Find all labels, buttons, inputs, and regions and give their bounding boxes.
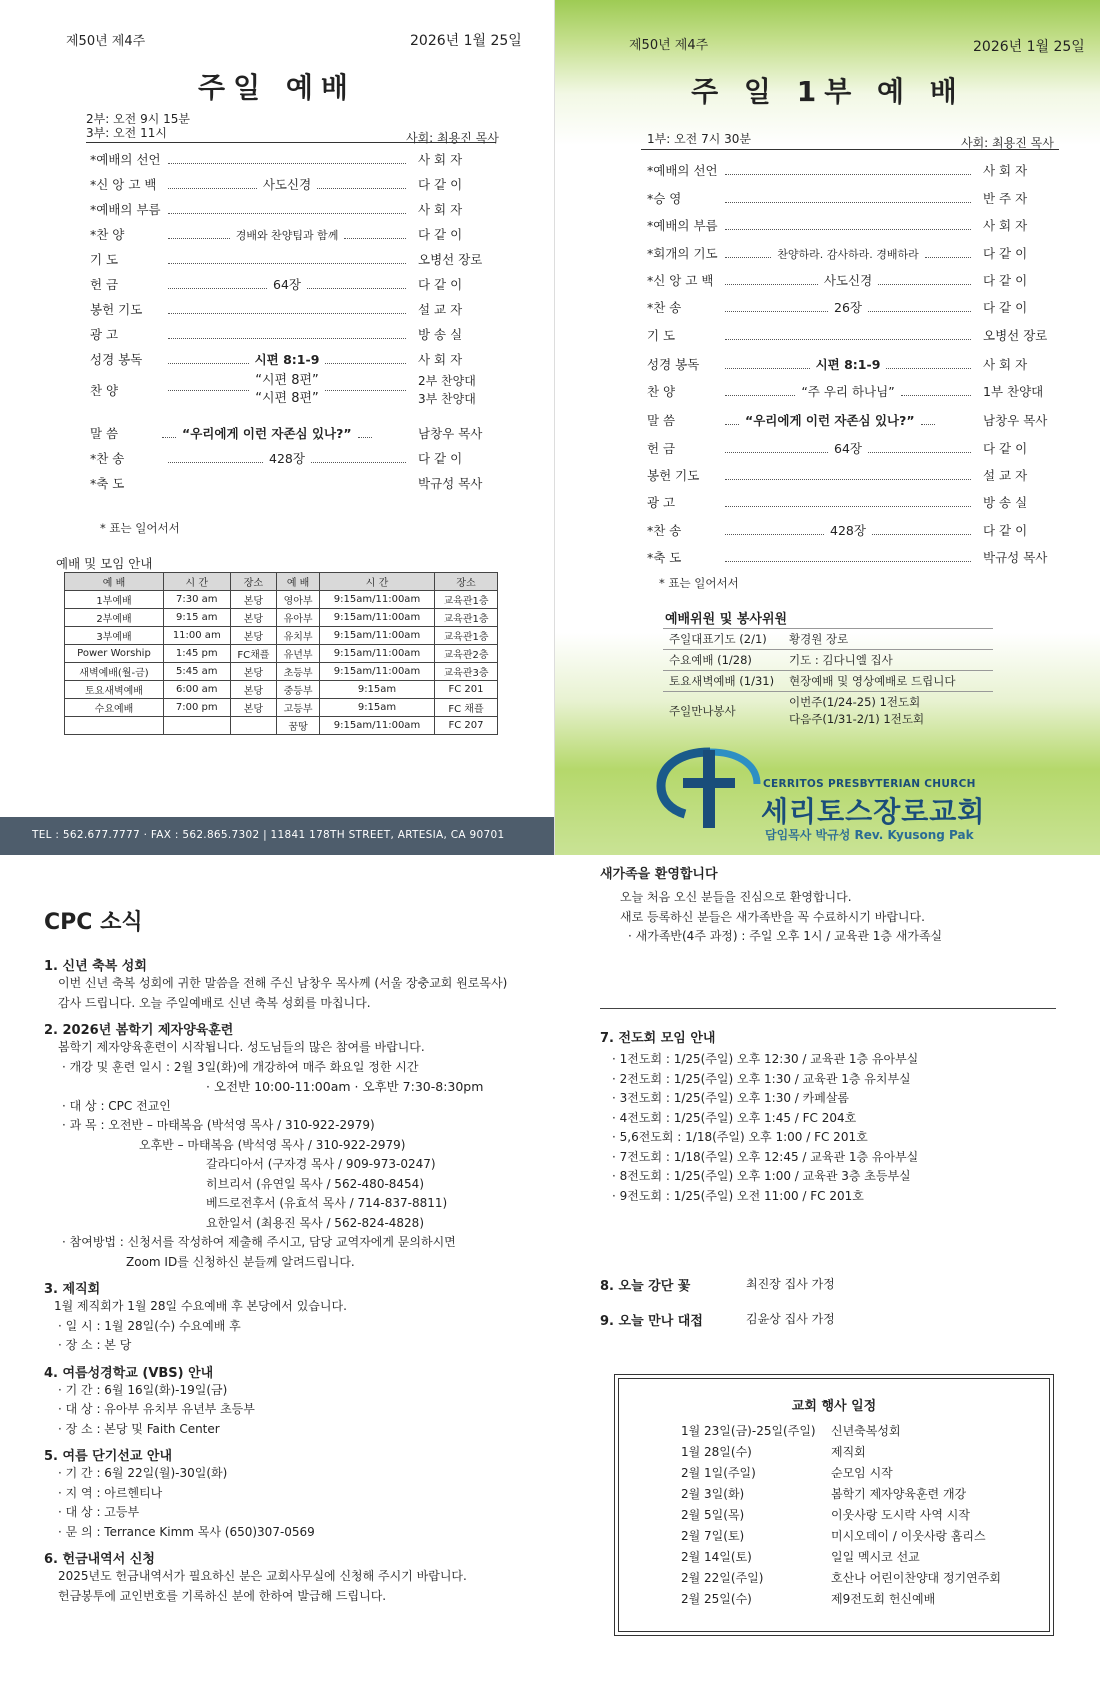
schedule-row: [65, 627, 498, 645]
senior-pastor: 담임목사 박규성 Rev. Kyusong Pak: [765, 828, 974, 842]
order-leader: 사 회 자: [418, 152, 463, 167]
order-leader: 방 송 실: [983, 495, 1028, 511]
section-text: · 참여방법 : 신청서를 작성하여 제출해 주시고, 담당 교역자에게 문의하시면: [62, 1235, 456, 1249]
schedule-cell: 2부예배: [65, 609, 164, 627]
event-name: 미시오데이 / 이웃사랑 홈리스: [831, 1529, 986, 1543]
schedule-cell: 9:15am: [319, 699, 434, 717]
schedule-cell: 1:45 pm: [163, 645, 230, 663]
schedule-cell: 9:15am/11:00am: [319, 717, 434, 735]
schedule-cell: 7:30 am: [163, 591, 230, 609]
order-item: 428장: [269, 451, 305, 466]
order-leader: 사 회 자: [983, 356, 1028, 372]
schedule-cell: 교육관2층: [435, 645, 498, 663]
section-text: · 대 상 : 유아부 유치부 유년부 초등부: [58, 1402, 255, 1416]
schedule-cell: 11:00 am: [163, 627, 230, 645]
section-text: · 지 역 : 아르헨티나: [58, 1485, 163, 1500]
schedule-cell: 꿈땅: [277, 717, 320, 735]
order-label: 봉헌 기도: [90, 302, 143, 317]
section-text: 1월 제직회가 1월 28일 수요예배 후 본당에서 있습니다.: [54, 1299, 347, 1313]
section-title: 6. 헌금내역서 신청: [44, 1552, 155, 1567]
order-label: 헌 금: [90, 277, 119, 292]
section-text: 요한일서 (최용진 목사 / 562-824-4828): [206, 1215, 425, 1230]
preacher: 남창우 목사: [418, 426, 483, 441]
schedule-cell: 3부예배: [65, 627, 164, 645]
event-name: 봄학기 제자양육훈련 개강: [831, 1487, 967, 1501]
order-label: *찬 송: [90, 451, 125, 466]
duty: 주일대표기도 (2/1): [669, 632, 767, 646]
order-item: 26장: [834, 300, 862, 316]
schedule-cell: 고등부: [277, 699, 320, 717]
col-header: 장소: [230, 573, 277, 591]
order-row: [90, 193, 494, 218]
order-row: [647, 457, 1059, 484]
assignee: 이번주(1/24-25) 1전도회: [789, 695, 921, 709]
order-item: 64장: [834, 440, 862, 456]
section-text: 베드로전후서 (유효석 목사 / 714-837-8811): [206, 1196, 448, 1210]
order-row: [647, 511, 1059, 538]
event-date: 2월 1일(주일): [681, 1466, 756, 1480]
event-row: [681, 1525, 1049, 1546]
order-of-worship: [90, 143, 494, 492]
event-date: 1월 23일(금)-25일(주일): [681, 1424, 816, 1438]
section-title: 9. 오늘 만나 대접: [600, 1314, 703, 1329]
event-row: [681, 1462, 1049, 1483]
schedule-cell: 9:15am/11:00am: [319, 663, 434, 681]
praise-row: [90, 368, 494, 412]
order-row: [647, 400, 1059, 429]
order-label: 성경 봉독: [647, 356, 700, 372]
standing-note: * 표는 일어서서: [659, 576, 739, 590]
event-row: [681, 1504, 1049, 1525]
order-row: [647, 316, 1059, 343]
section-text: · 개강 및 훈련 일시 : 2월 3일(화)에 개강하여 매주 화요일 정한 시간: [62, 1059, 419, 1074]
section-text: 이번 신년 축복 성회에 귀한 말씀을 전해 주신 남창우 목사께 (서울 장충교회 원로목사): [58, 976, 508, 990]
volunteers-table: [663, 628, 993, 730]
order-leader: 오병선 장로: [983, 327, 1048, 343]
service-time-2: 2부: 오전 9시 15분: [86, 112, 190, 126]
service-time-3: 3부: 오전 11시: [86, 126, 167, 140]
duty: 토요새벽예배 (1/31): [669, 674, 775, 688]
schedule-cell: 1부예배: [65, 591, 164, 609]
order-row: [647, 539, 1059, 566]
order-item: 사도신경: [262, 177, 312, 192]
events-title: 교회 행사 일정: [791, 1399, 877, 1414]
order-leader: 다 같 이: [418, 451, 463, 466]
order-row: [90, 467, 494, 492]
fellowship-section: [600, 1027, 1060, 1206]
schedule-cell: 본당: [230, 663, 277, 681]
fellowship-item: · 9전도회 : 1/25(주일) 오전 11:00 / FC 201호: [612, 1188, 864, 1203]
order-row: [90, 293, 494, 318]
section-text: 갈라디아서 (구자경 목사 / 909-973-0247): [206, 1157, 436, 1171]
order-leader: 오병선 장로: [418, 252, 483, 267]
order-leader: 사 회 자: [418, 352, 463, 367]
news-heading: CPC 소식: [44, 910, 143, 935]
schedule-cell: 교육관3층: [435, 663, 498, 681]
event-date: 1월 28일(수): [681, 1445, 752, 1459]
fellowship-item: · 1전도회 : 1/25(주일) 오후 12:30 / 교육관 1층 유아부실: [612, 1052, 919, 1066]
issue-number: 제50년 제4주: [66, 34, 146, 49]
order-label: *찬 양: [90, 227, 125, 242]
assignee: 다음주(1/31-2/1) 1전도회: [789, 712, 925, 726]
schedule-cell: 교육관1층: [435, 627, 498, 645]
order-label: 찬 양: [647, 384, 676, 400]
order-label: *축 도: [90, 476, 125, 491]
fellowship-item: · 7전도회 : 1/18(주일) 오후 12:45 / 교육관 1층 유아부실: [612, 1149, 919, 1164]
col-header: 시 간: [319, 573, 434, 591]
scripture-reading: 시편 8:1-9: [254, 352, 320, 367]
order-leader: 박규성 목사: [418, 476, 483, 491]
schedule-cell: 유년부: [277, 645, 320, 663]
fellowship-item: · 4전도회 : 1/25(주일) 오후 1:45 / FC 204호: [612, 1110, 857, 1125]
order-label: *승 영: [647, 190, 682, 206]
order-label: 광 고: [90, 327, 119, 342]
right-bulletin-page: [554, 0, 1100, 855]
order-row: [90, 243, 494, 268]
schedule-cell: FC 201: [435, 681, 498, 699]
events-list: [681, 1420, 1049, 1609]
order-leader: 1부 찬양대: [983, 384, 1044, 400]
schedule-cell: 본당: [230, 681, 277, 699]
schedule-cell: 교육관1층: [435, 591, 498, 609]
bulletin-date: 2026년 1월 25일: [410, 33, 522, 49]
fellowship-list: [600, 1050, 1060, 1206]
col-header: 예 배: [277, 573, 320, 591]
order-row: [90, 442, 494, 467]
schedule-cell: FC 207: [435, 717, 498, 735]
schedule-table: [64, 572, 498, 735]
order-row: [647, 429, 1059, 456]
order-row: [90, 218, 494, 243]
praise-song-2: “시편 8편”: [255, 373, 319, 388]
schedule-cell: 중등부: [277, 681, 320, 699]
schedule-row: [65, 645, 498, 663]
order-leader: 방 송 실: [418, 327, 463, 342]
order-label: 말 씀: [90, 426, 119, 441]
order-label: *찬 송: [647, 300, 682, 316]
order-label: 기 도: [90, 252, 119, 267]
fellowship-item: · 5,6전도회 : 1/18(주일) 오후 1:00 / FC 201호: [612, 1130, 868, 1144]
praise-song-3: “시편 8편”: [255, 391, 319, 406]
col-header: 장소: [435, 573, 498, 591]
schedule-cell: 9:15 am: [163, 609, 230, 627]
section-text: · 기 간 : 6월 16일(화)-19일(금): [58, 1382, 228, 1397]
section-text: 봄학기 제자양육훈련이 시작됩니다. 성도님들의 많은 참여를 바랍니다.: [58, 1040, 425, 1054]
event-row: [681, 1420, 1049, 1441]
order-label: *예배의 선언: [647, 163, 718, 179]
schedule-cell: 수요예배: [65, 699, 164, 717]
event-row: [681, 1441, 1049, 1462]
schedule-row: [65, 699, 498, 717]
order-row: [90, 318, 494, 343]
order-label: *신 앙 고 백: [90, 177, 157, 192]
order-row: [647, 262, 1059, 289]
section-text: · 오전반 10:00-11:00am · 오후반 7:30-8:30pm: [206, 1079, 484, 1094]
event-row: [681, 1588, 1049, 1609]
event-name: 제직회: [831, 1445, 866, 1459]
contact-footer: [0, 817, 554, 855]
order-label: *회개의 기도: [647, 245, 718, 261]
section-text: · 장 소 : 본당 및 Faith Center: [58, 1421, 220, 1436]
schedule-cell: 9:15am/11:00am: [319, 591, 434, 609]
schedule-cell: 7:00 pm: [163, 699, 230, 717]
welcome-section: [600, 863, 1056, 1009]
order-row: [647, 234, 1059, 261]
fellowship-item: · 2전도회 : 1/25(주일) 오후 1:30 / 교육관 1층 유치부실: [612, 1071, 911, 1086]
fellowship-item: · 8전도회 : 1/25(주일) 오후 1:00 / 교육관 3층 초등부실: [612, 1169, 911, 1183]
event-name: 제9전도회 헌신예배: [831, 1592, 936, 1606]
order-label: *찬 송: [647, 522, 682, 538]
order-row: [90, 343, 494, 368]
order-label: 찬 양: [90, 383, 119, 398]
event-name: 이웃사랑 도시락 사역 시작: [831, 1508, 970, 1522]
schedule-cell: Power Worship: [65, 645, 164, 663]
schedule-cell: 초등부: [277, 663, 320, 681]
order-leader: 다 같 이: [983, 300, 1028, 316]
bulletin-date: 2026년 1월 25일: [973, 39, 1085, 55]
section-text: 2025년도 헌금내역서가 필요하신 분은 교회사무실에 신청해 주시기 바랍니다.: [58, 1569, 467, 1583]
order-row: [647, 484, 1059, 511]
order-label: 말 씀: [647, 413, 676, 429]
events-box: [614, 1374, 1054, 1636]
col-header: 시 간: [163, 573, 230, 591]
schedule-cell: 교육관1층: [435, 609, 498, 627]
order-row: [90, 268, 494, 293]
sermon-title: “우리에게 이런 자존심 있나?”: [182, 426, 352, 441]
section-text: 오늘 처음 오신 분들을 진심으로 환영합니다.: [620, 890, 852, 904]
order-leader: 다 같 이: [983, 272, 1028, 288]
order-label: 성경 봉독: [90, 352, 143, 367]
order-label: 광 고: [647, 495, 676, 511]
schedule-cell: 본당: [230, 609, 277, 627]
section-text: · 과 목 : 오전반 – 마태복음 (박석영 목사 / 310-922-2979): [62, 1118, 375, 1132]
order-item: 428장: [830, 522, 866, 538]
order-label: *예배의 부름: [90, 202, 161, 217]
order-item: 사도신경: [823, 272, 873, 288]
volunteer-row: [663, 629, 993, 650]
schedule-cell: 본당: [230, 699, 277, 717]
order-label: *예배의 선언: [90, 152, 161, 167]
order-leader: 설 교 자: [418, 302, 463, 317]
volunteers-title: 예배위원 및 봉사위원: [665, 612, 788, 627]
volunteer-row: [663, 671, 993, 692]
section-text: · 일 시 : 1월 28일(수) 수요예배 후: [58, 1318, 241, 1333]
order-row: [90, 168, 494, 193]
page-title: 주 일 1부 예 배: [691, 75, 965, 108]
order-row: [647, 289, 1059, 316]
section-text: 히브리서 (유연일 목사 / 562-480-8454): [206, 1176, 425, 1191]
section-title: 5. 여름 단기선교 안내: [44, 1449, 173, 1464]
schedule-cell: 토요새벽예배: [65, 681, 164, 699]
meal-host: [600, 1310, 1060, 1330]
section-text: · 새가족반(4주 과정) : 주일 오후 1시 / 교육관 1층 새가족실: [628, 929, 943, 943]
order-leader: 반 주 자: [983, 190, 1028, 206]
church-logo-icon: [655, 744, 765, 830]
order-row: [647, 207, 1059, 234]
schedule-row: [65, 609, 498, 627]
section-text: 헌금봉투에 교인번호를 기록하신 분에 한하여 발급해 드립니다.: [58, 1588, 387, 1603]
order-leader: 남창우 목사: [983, 413, 1048, 429]
section-title: 8. 오늘 강단 꽃: [600, 1279, 691, 1294]
church-name-english: CERRITOS PRESBYTERIAN CHURCH: [763, 778, 976, 790]
order-leader: 다 같 이: [418, 227, 463, 242]
order-row: [90, 143, 494, 168]
order-leader: 다 같 이: [418, 277, 463, 292]
schedule-cell: 영아부: [277, 591, 320, 609]
order-item: 찬양하라. 감사하라. 경배하라: [777, 247, 919, 261]
altar-flowers: [600, 1275, 1060, 1295]
section-text: 김윤상 집사 가정: [746, 1312, 835, 1326]
news-left-column: [44, 955, 564, 1606]
order-leader: 사 회 자: [983, 218, 1028, 234]
event-date: 2월 7일(토): [681, 1529, 745, 1543]
schedule-cell: 본당: [230, 591, 277, 609]
order-of-worship: [647, 152, 1059, 566]
choir-3: 3부 찬양대: [418, 392, 476, 406]
schedule-cell: [65, 717, 164, 735]
order-row: [647, 373, 1059, 400]
section-title: 새가족을 환영합니다: [600, 867, 718, 882]
order-item: 64장: [273, 277, 301, 292]
order-leader: 다 같 이: [983, 522, 1028, 538]
event-date: 2월 3일(화): [681, 1487, 745, 1501]
event-date: 2월 14일(토): [681, 1550, 752, 1564]
highlight-item: 시편 8:1-9: [815, 356, 881, 372]
page-title: 주일 예배: [198, 71, 356, 104]
order-leader: 다 같 이: [983, 440, 1028, 456]
order-label: 봉헌 기도: [647, 467, 700, 483]
order-row: [647, 179, 1059, 206]
assignee: 황경원 장로: [789, 632, 849, 646]
order-leader: 다 같 이: [418, 177, 463, 192]
section-text: Zoom ID를 신청하신 분들께 알려드립니다.: [126, 1254, 355, 1269]
event-name: 호산나 어린이찬양대 정기연주회: [831, 1571, 1001, 1585]
order-item: 경배와 찬양팀과 함께: [235, 229, 339, 242]
event-row: [681, 1546, 1049, 1567]
order-label: *예배의 부름: [647, 218, 718, 234]
section-text: · 장 소 : 본 당: [58, 1338, 132, 1352]
section-title: 1. 신년 축복 성회: [44, 959, 147, 974]
service-time-1: 1부: 오전 7시 30분: [647, 132, 751, 146]
order-label: *신 앙 고 백: [647, 272, 714, 288]
event-date: 2월 5일(목): [681, 1508, 745, 1522]
section-title: 2. 2026년 봄학기 제자양육훈련: [44, 1023, 234, 1038]
schedule-cell: 9:15am/11:00am: [319, 627, 434, 645]
schedule-cell: FC 채플: [435, 699, 498, 717]
schedule-title: 예배 및 모임 안내: [56, 556, 153, 571]
section-text: · 기 간 : 6월 22일(월)-30일(화): [58, 1466, 228, 1480]
schedule-cell: 유아부: [277, 609, 320, 627]
schedule-cell: 새벽예배(월-금): [65, 663, 164, 681]
event-date: 2월 22일(주일): [681, 1571, 764, 1585]
section-title: 7. 전도회 모임 안내: [600, 1031, 716, 1046]
volunteer-row: [663, 650, 993, 671]
schedule-cell: FC채플: [230, 645, 277, 663]
news-page: [0, 855, 1100, 1702]
event-name: 일일 멕시코 선교: [831, 1550, 920, 1564]
order-label: 기 도: [647, 327, 676, 343]
order-leader: 사 회 자: [418, 202, 463, 217]
order-label: 헌 금: [647, 440, 676, 456]
event-name: 순모임 시작: [831, 1466, 893, 1480]
order-item: “주 우리 하나님”: [801, 384, 895, 400]
church-name-korean: 세리토스장로교회: [761, 795, 986, 828]
schedule-cell: [163, 717, 230, 735]
order-row: [90, 412, 494, 442]
choir-2: 2부 찬양대: [418, 374, 476, 388]
schedule-cell: [230, 717, 277, 735]
event-row: [681, 1567, 1049, 1588]
col-header: 예 배: [65, 573, 164, 591]
schedule-row: [65, 591, 498, 609]
assignee: 기도 : 김다니엘 집사: [789, 653, 893, 667]
section-text: 최진장 집사 가정: [746, 1277, 835, 1291]
volunteer-row: [663, 692, 993, 730]
section-text: 새로 등록하신 분들은 새가족반을 꼭 수료하시기 바랍니다.: [620, 909, 925, 924]
schedule-cell: 9:15am: [319, 681, 434, 699]
contact-info: TEL : 562.677.7777 · FAX : 562.865.7302 | 11841 178TH STREET, ARTESIA, CA 90701: [32, 829, 505, 841]
section-text: 오후반 – 마태복음 (박석영 목사 / 310-922-2979): [139, 1137, 406, 1152]
order-leader: 다 같 이: [983, 245, 1028, 261]
schedule-row: [65, 717, 498, 735]
highlight-item: “우리에게 이런 자존심 있나?”: [745, 413, 915, 429]
order-label: *축 도: [647, 550, 682, 566]
schedule-cell: 유치부: [277, 627, 320, 645]
duty: 수요예배 (1/28): [669, 653, 752, 667]
order-leader: 사 회 자: [983, 163, 1028, 179]
schedule-cell: 본당: [230, 627, 277, 645]
section-text: · 대 상 : CPC 전교인: [62, 1098, 171, 1113]
presider: 사회: 최용진 목사: [961, 136, 1054, 150]
order-leader: 설 교 자: [983, 467, 1028, 483]
order-row: [647, 344, 1059, 373]
order-row: [647, 152, 1059, 179]
schedule-row: [65, 681, 498, 699]
event-row: [681, 1483, 1049, 1504]
left-bulletin-page: [0, 0, 554, 855]
event-date: 2월 25일(수): [681, 1592, 752, 1606]
standing-note: * 표는 일어서서: [100, 521, 180, 535]
divider: [641, 149, 1059, 150]
schedule-cell: 5:45 am: [163, 663, 230, 681]
section-text: 감사 드립니다. 오늘 주일예배로 신년 축복 성회를 마칩니다.: [58, 995, 371, 1010]
schedule-row: [65, 663, 498, 681]
presider: 사회: 최용진 목사: [406, 131, 499, 145]
schedule-cell: 9:15am/11:00am: [319, 645, 434, 663]
duty: 주일만나봉사: [669, 704, 736, 718]
assignee: 현장예배 및 영상예배로 드립니다: [789, 674, 956, 688]
section-title: 4. 여름성경학교 (VBS) 안내: [44, 1365, 214, 1381]
section-text: · 문 의 : Terrance Kimm 목사 (650)307-0569: [58, 1524, 315, 1539]
fellowship-item: · 3전도회 : 1/25(주일) 오후 1:30 / 카페살롬: [612, 1091, 850, 1105]
section-title: 3. 제직회: [44, 1282, 101, 1297]
schedule-cell: 9:15am/11:00am: [319, 609, 434, 627]
event-name: 신년축복성회: [831, 1424, 901, 1438]
schedule-cell: 6:00 am: [163, 681, 230, 699]
issue-number: 제50년 제4주: [629, 38, 709, 53]
section-text: · 대 상 : 고등부: [58, 1505, 140, 1519]
order-leader: 박규성 목사: [983, 550, 1048, 566]
